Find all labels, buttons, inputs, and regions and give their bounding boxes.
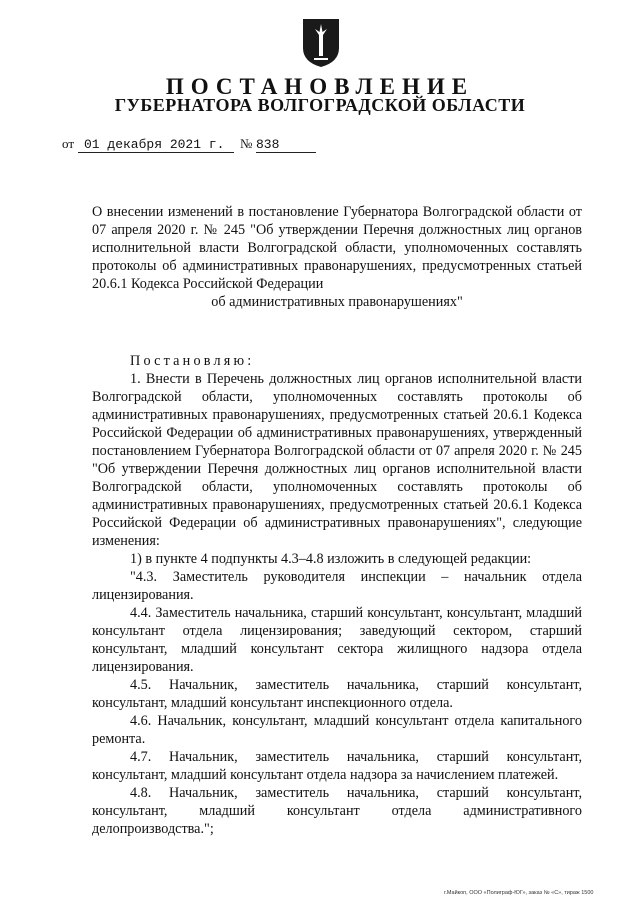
decree-word: Постановляю: xyxy=(130,353,255,369)
subject-text: О внесении изменений в постановление Губернатора Волгоградской области от 07 апреля 2020 г. № 245 "Об утверждении Перечня должностных лиц органов исполнительной власти Волгоградской области, уполномоченных составлять протоколы об административных правонарушениях, предусмотренных статьей 20.6.1 Кодекса Российской Федерации xyxy=(92,204,582,292)
paragraph: 4.6. Начальник, консультант, младший консультант отдела капитального ремонта. xyxy=(92,713,582,747)
volgograd-coat-of-arms xyxy=(302,18,340,68)
paragraph: 1) в пункте 4 подпункты 4.3–4.8 изложить в следующей редакции: xyxy=(130,551,532,567)
paragraph: 4.7. Начальник, заместитель начальника, старший консультант, консультант, младший консультант отдела надзора за начислением платежей. xyxy=(92,749,582,783)
date-label: от xyxy=(62,136,75,151)
paragraph: 4.5. Начальник, заместитель начальника, старший консультант, консультант, младший консультант инспекционного отдела. xyxy=(92,677,582,711)
document-number: 838 xyxy=(256,137,316,153)
print-imprint: г.Майкоп, ООО «Полиграф-ЮГ», заказ № «С», тираж 1500 xyxy=(444,890,594,896)
paragraph: "4.3. Заместитель руководителя инспекции – начальник отдела лицензирования. xyxy=(92,569,582,603)
paragraph: 4.8. Начальник, заместитель начальника, старший консультант, консультант, младший консультант отдела административного делопроизводства."; xyxy=(92,785,582,837)
paragraph: 1. Внести в Перечень должностных лиц органов исполнительной власти Волгоградской области, уполномоченных составлять протоколы об административных правонарушениях, предусмотренных статьей 20.6.1 Кодекса Российской Федерации об административных правонарушениях, утвержденный постановлением Губернатора Волгоградской области от 07 апреля 2020 г. № 245 "Об утверждении Перечня должностных лиц органов исполнительной власти Волгоградской области, уполномоченных составлять протоколы об административных правонарушениях, предусмотренных статьей 20.6.1 Кодекса Российской Федерации об административных правонарушениях", следующие изменения: xyxy=(92,371,582,549)
document-body xyxy=(92,352,582,838)
document-subject xyxy=(92,203,582,311)
number-label: № xyxy=(240,136,253,151)
document-subtitle: ГУБЕРНАТОРА ВОЛГОГРАДСКОЙ ОБЛАСТИ xyxy=(114,95,526,115)
document-date: 01 декабря 2021 г. xyxy=(78,137,234,153)
document-title: ПОСТАНОВЛЕНИЕ xyxy=(165,74,475,99)
paragraph: 4.4. Заместитель начальника, старший консультант, консультант, младший консультант отдела лицензирования; заведующий сектором, старший консультант, младший консультант сектора жилищного надзора отдела лицензирования. xyxy=(92,605,582,675)
subject-last-line: об административных правонарушениях" xyxy=(211,294,463,310)
